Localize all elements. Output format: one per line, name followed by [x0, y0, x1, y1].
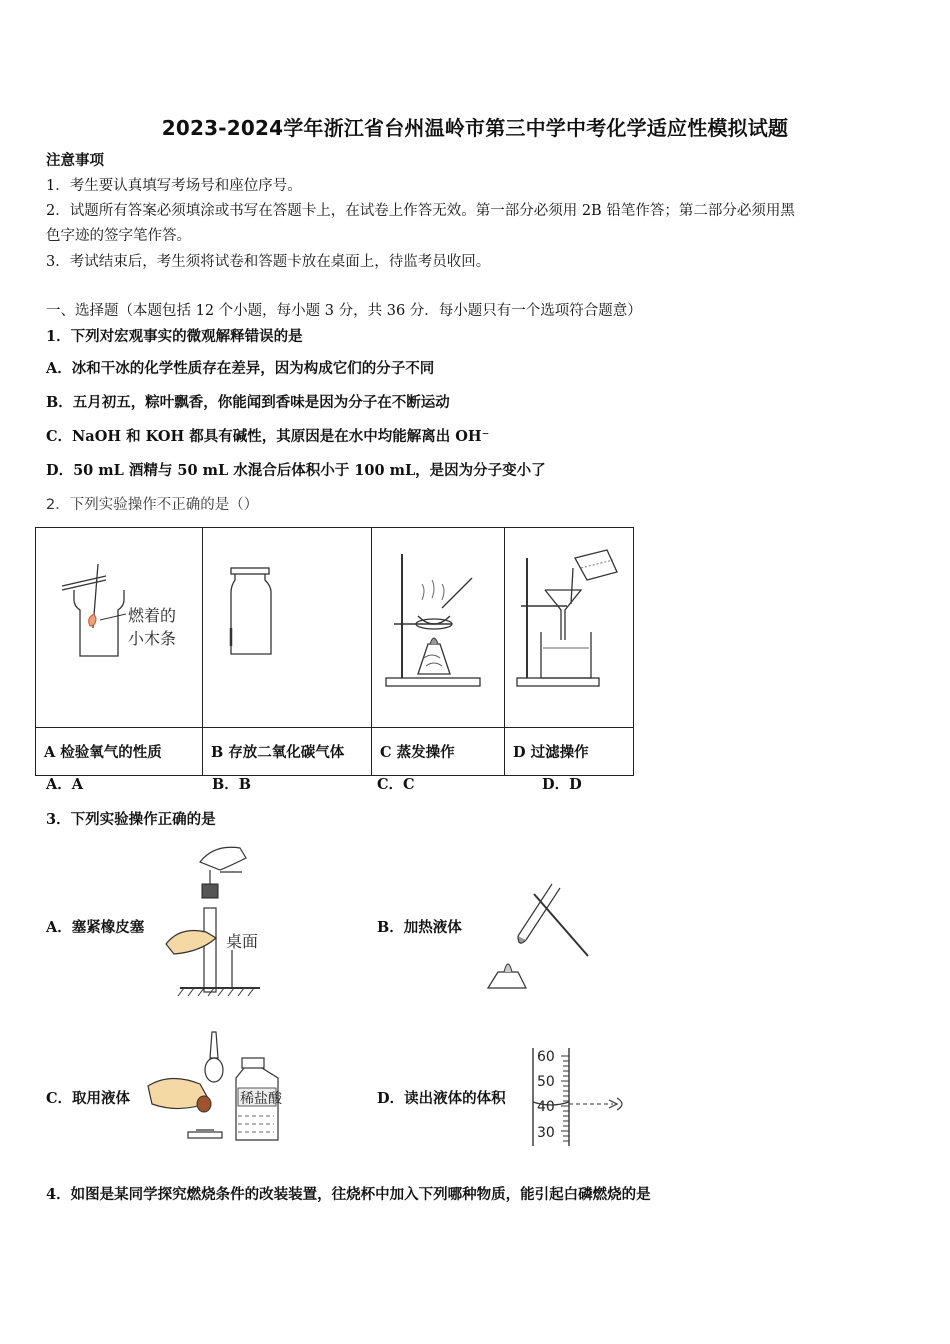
caption-a: A 检验氧气的性质	[36, 728, 203, 776]
oxygen-test-figure	[36, 528, 202, 723]
question-3-option-c: C．取用液体	[46, 1090, 131, 1107]
notice-item: 1．考生要认真填写考场号和座位序号。	[46, 178, 302, 194]
question-1-option-a: A．冰和干冰的化学性质存在差异，因为构成它们的分子不同	[46, 360, 435, 377]
heating-liquid-figure	[478, 876, 598, 996]
figure-label-line1: 燃着的	[128, 606, 177, 625]
figure-cell-d	[505, 528, 634, 728]
page-title: 2023-2024学年浙江省台州温岭市第三中学中考化学适应性模拟试题	[161, 116, 789, 140]
stopper-figure	[160, 840, 270, 1000]
question-2-stem: 2．下列实验操作不正确的是（）	[46, 497, 259, 513]
cylinder-reading-figure	[525, 1044, 635, 1148]
section-heading: 一、选择题（本题包括 12 个小题，每小题 3 分，共 36 分．每小题只有一个选项符合题意）	[46, 303, 642, 319]
question-2-choice-c: C．C	[377, 776, 415, 793]
question-1-option-c: C．NaOH 和 KOH 都具有碱性，其原因是在水中均能解离出 OH⁻	[46, 428, 490, 445]
question-2-choice-d: D．D	[542, 776, 582, 793]
filtration-figure	[505, 528, 633, 723]
tick-label: 40	[537, 1099, 555, 1115]
desk-label: 桌面	[226, 932, 259, 951]
question-4-stem: 4．如图是某同学探究燃烧条件的改装装置，往烧杯中加入下列哪种物质，能引起白磷燃烧的是	[46, 1186, 651, 1203]
figure-label-line2: 小木条	[128, 629, 177, 648]
figure-cell-b	[203, 528, 372, 728]
question-2-choice-b: B．B	[212, 776, 252, 793]
figure-cell-c	[372, 528, 505, 728]
question-1-stem: 1．下列对宏观事实的微观解释错误的是	[46, 328, 303, 345]
question-2-choice-a: A．A	[46, 776, 84, 793]
tick-label: 50	[537, 1074, 555, 1090]
question-3-stem: 3．下列实验操作正确的是	[46, 811, 216, 828]
tick-label: 30	[537, 1125, 555, 1141]
notice-item: 2．试题所有答案必须填涂或书写在答题卡上，在试卷上作答无效。第一部分必须用 2B 铅笔作答；第二部分必须用黑	[46, 203, 795, 219]
dropper-figure	[140, 1030, 290, 1148]
tick-label: 60	[537, 1049, 555, 1065]
evaporation-figure	[372, 528, 504, 723]
question-2-table	[35, 527, 634, 776]
gas-jar-figure	[203, 528, 371, 723]
notice-heading: 注意事项	[46, 152, 104, 169]
question-3-option-b: B．加热液体	[377, 919, 462, 936]
figure-cell-a	[36, 528, 203, 728]
question-1-option-d: D．50 mL 酒精与 50 mL 水混合后体积小于 100 mL，是因为分子变小了	[46, 462, 546, 479]
notice-item: 色字迹的签字笔作答。	[46, 228, 191, 244]
caption-c: C 蒸发操作	[372, 728, 505, 776]
question-1-option-b: B．五月初五，粽叶飘香，你能闻到香味是因为分子在不断运动	[46, 394, 450, 411]
question-3-option-a: A．塞紧橡皮塞	[46, 919, 145, 936]
reagent-label: 稀盐酸	[240, 1091, 282, 1107]
notice-item: 3．考试结束后，考生须将试卷和答题卡放在桌面上，待监考员收回。	[46, 254, 491, 270]
caption-d: D 过滤操作	[505, 728, 634, 776]
caption-b: B 存放二氧化碳气体	[203, 728, 372, 776]
question-3-option-d: D．读出液体的体积	[377, 1090, 506, 1107]
